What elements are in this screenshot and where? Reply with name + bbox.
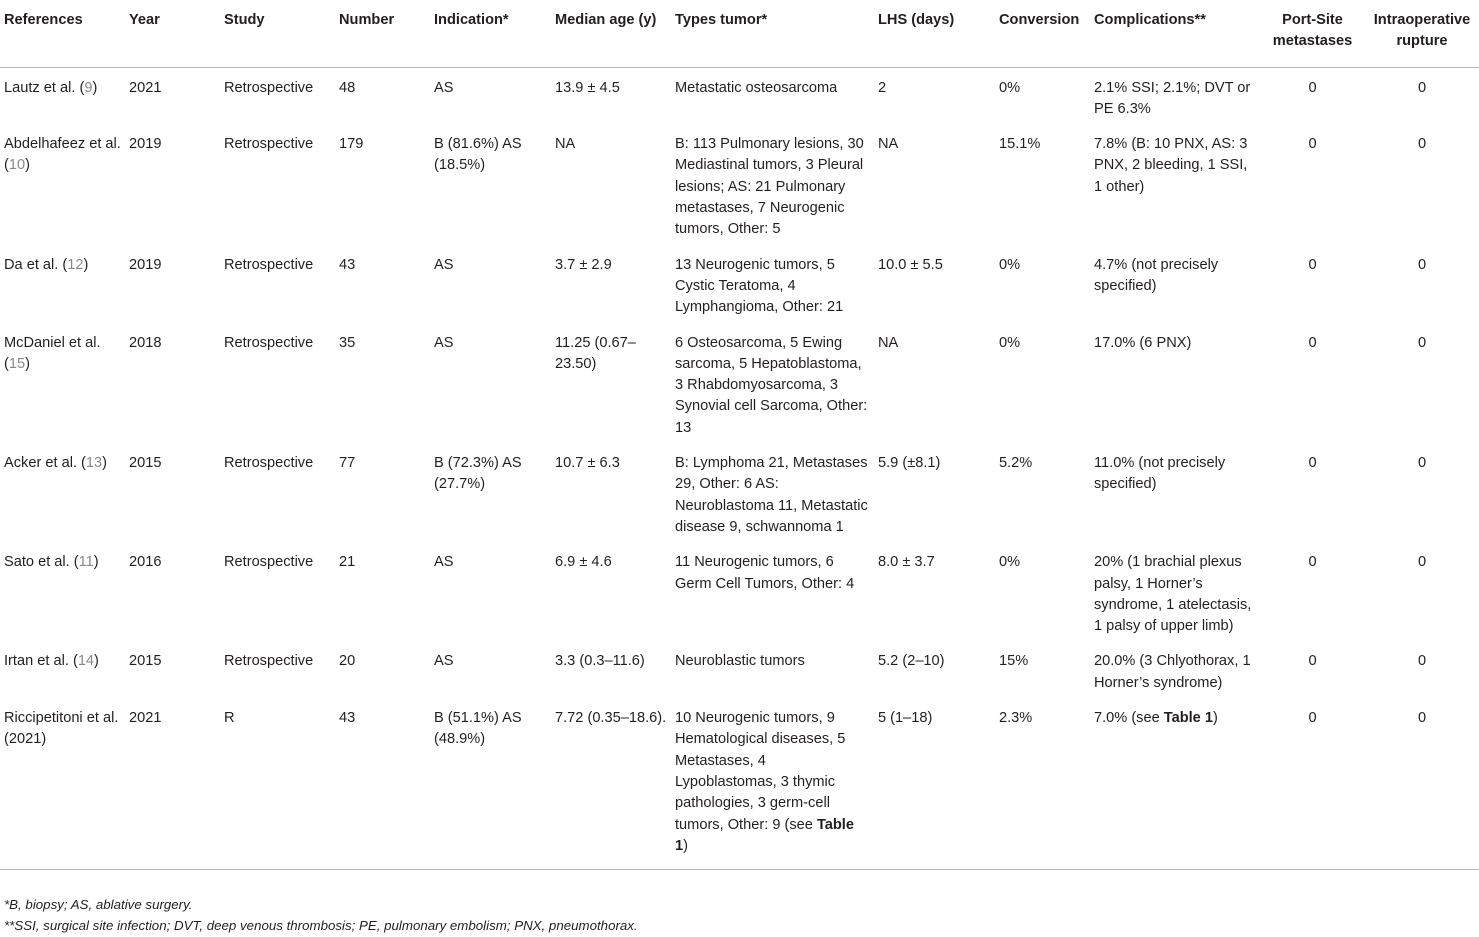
median-age-cell: 13.9 ± 4.5: [555, 79, 620, 96]
median-age-cell: 7.72 (0.35–18.6).: [551, 698, 671, 870]
table-row: [0, 443, 1479, 542]
cell-text: B (81.6%) AS (18.5%): [434, 136, 522, 174]
cell-text: Da et al. (: [4, 256, 68, 273]
year-cell: 2018: [129, 334, 162, 351]
port-site-cell: 0: [1260, 698, 1365, 870]
port-site-cell: 0: [1308, 653, 1317, 670]
table-row: [0, 641, 1479, 698]
study-cell: Retrospective: [224, 136, 314, 153]
cell-text: AS: [434, 554, 454, 571]
column-header: Conversion: [995, 10, 1090, 67]
study-cell: Retrospective: [224, 79, 314, 96]
conversion-cell: 0%: [999, 554, 1021, 571]
lhs-cell: NA: [878, 136, 899, 153]
year-cell: 2019: [129, 256, 162, 273]
cell-text: AS: [434, 79, 454, 96]
tumor-types-cell: [671, 323, 874, 443]
lhs-cell: 8.0 ± 3.7: [878, 554, 935, 571]
cell-text: AS: [434, 653, 454, 670]
conversion-cell: 0%: [999, 256, 1021, 273]
tumor-types-cell: [671, 542, 874, 641]
cell-text: 13 Neurogenic tumors, 5 Cystic Teratoma, 4 Lymphangioma, Other: 21: [675, 256, 844, 316]
cell-text: 11.0% (not precisely specified): [1094, 455, 1226, 493]
cell-text: ): [93, 554, 99, 571]
port-site-cell: 0: [1308, 79, 1317, 96]
number-cell: 179: [339, 136, 364, 153]
cell-text: Sato et al. (: [4, 554, 79, 571]
complications-cell: [1090, 323, 1260, 443]
study-cell: R: [220, 698, 335, 870]
table-reference: Table 1: [1163, 710, 1213, 727]
median-age-cell: 10.7 ± 6.3: [555, 455, 620, 472]
column-header: Indication*: [430, 10, 551, 67]
reference-cell: [0, 698, 125, 870]
cell-text: ): [83, 256, 89, 273]
median-age-cell: 6.9 ± 4.6: [555, 554, 612, 571]
reference-cell: [0, 542, 125, 641]
citation-link: 13: [85, 455, 103, 472]
conversion-cell: 15%: [999, 653, 1029, 670]
number-cell: 43: [335, 698, 430, 870]
rupture-cell: 0: [1417, 256, 1427, 273]
conversion-cell: 5.2%: [999, 455, 1033, 472]
cell-text: Riccipetitoni et al. (2021): [4, 710, 119, 748]
table-row: [0, 542, 1479, 641]
column-header: LHS (days): [874, 10, 995, 67]
indication-cell: [430, 323, 551, 443]
rupture-cell: 0: [1417, 554, 1427, 571]
study-cell: Retrospective: [224, 256, 314, 273]
number-cell: 77: [339, 455, 356, 472]
footnote-abbreviations: *B, biopsy; AS, ablative surgery.: [4, 897, 193, 912]
footnote-complications: **SSI, surgical site infection; DVT, deep venous thrombosis; PE, pulmonary embolism; PNX, pneumothorax.: [4, 918, 638, 933]
indication-cell: [430, 443, 551, 542]
conversion-cell: 15.1%: [999, 136, 1041, 153]
table-body: [0, 67, 1479, 870]
column-header: References: [0, 10, 125, 67]
column-header: Complications**: [1090, 10, 1260, 67]
cell-text: ): [25, 355, 30, 372]
complications-cell: [1090, 698, 1260, 870]
median-age-cell: 3.7 ± 2.9: [555, 256, 612, 273]
study-cell: Retrospective: [224, 455, 314, 472]
cell-text: 2.1% SSI; 2.1%; DVT or PE 6.3%: [1094, 79, 1251, 117]
cell-text: 7.8% (B: 10 PNX, AS: 3 PNX, 2 bleeding, 1 SSI, 1 other): [1094, 136, 1248, 195]
rupture-cell: 0: [1417, 136, 1427, 153]
cell-text: B (51.1%) AS (48.9%): [434, 710, 522, 748]
tumor-types-cell: [671, 698, 874, 870]
number-cell: 20: [339, 653, 356, 670]
cell-text: 7.0% (see: [1094, 710, 1164, 727]
cell-text: Metastatic osteosarcoma: [675, 79, 838, 96]
tumor-types-cell: [671, 443, 874, 542]
citation-link: 14: [77, 653, 95, 670]
year-cell: 2021: [129, 79, 162, 96]
citation-link: 12: [67, 256, 84, 273]
cell-text: AS: [434, 334, 454, 351]
cell-text: 20.0% (3 Chlyothorax, 1 Horner’s syndrome): [1094, 653, 1251, 691]
complications-cell: [1090, 245, 1260, 323]
port-site-cell: 0: [1308, 256, 1317, 273]
cell-text: B: Lymphoma 21, Metastases 29, Other: 6 AS: Neuroblastoma 11, Metastatic disease 9, schwannoma 1: [675, 455, 868, 535]
complications-cell: [1090, 443, 1260, 542]
port-site-cell: 0: [1308, 554, 1317, 571]
reference-cell: [0, 245, 125, 323]
cell-text: 10 Neurogenic tumors, 9 Hematological diseases, 5 Metastases, 4 Lypoblastomas, 3 thymic pathologies, 3 germ-cell tumors, Other: 9 (see: [675, 710, 846, 833]
tumor-types-cell: [671, 124, 874, 244]
rupture-cell: 0: [1417, 455, 1427, 472]
table-reference: Table 1: [675, 816, 854, 854]
cell-text: Acker et al. (: [4, 455, 86, 472]
rupture-cell: 0: [1417, 79, 1427, 96]
citation-link: 9: [84, 79, 93, 96]
complications-cell: [1090, 124, 1260, 244]
cell-text: Neuroblastic tumors: [675, 653, 805, 670]
study-cell: Retrospective: [224, 554, 314, 571]
rupture-cell: 0: [1365, 698, 1479, 870]
conversion-cell: 0%: [999, 79, 1021, 96]
cell-text: 17.0% (6 PNX): [1094, 334, 1192, 351]
cell-text: McDaniel et al. (: [4, 334, 101, 372]
reference-cell: [0, 124, 125, 244]
median-age-cell: NA: [555, 136, 576, 153]
cell-text: ): [683, 837, 688, 854]
tumor-types-cell: [671, 67, 874, 124]
cell-text: 4.7% (not precisely specified): [1094, 256, 1219, 294]
indication-cell: [430, 67, 551, 124]
lhs-cell: 10.0 ± 5.5: [878, 256, 943, 273]
lhs-cell: 5.9 (±8.1): [878, 455, 941, 472]
lhs-cell: 5.2 (2–10): [878, 653, 945, 670]
port-site-cell: 0: [1308, 136, 1317, 153]
comparison-table: [0, 10, 1479, 870]
complications-cell: [1090, 641, 1260, 698]
column-header: Study: [220, 10, 335, 67]
reference-cell: [0, 443, 125, 542]
cell-text: ): [94, 653, 99, 670]
cell-text: AS: [434, 256, 454, 273]
indication-cell: [430, 124, 551, 244]
table-row: [0, 698, 1479, 870]
rupture-cell: 0: [1417, 653, 1427, 670]
indication-cell: [430, 698, 551, 870]
number-cell: 43: [339, 256, 356, 273]
year-cell: 2015: [129, 653, 162, 670]
column-header: Types tumor*: [671, 10, 874, 67]
lhs-cell: 2: [878, 79, 887, 96]
cell-text: ): [1212, 710, 1218, 727]
indication-cell: [430, 245, 551, 323]
citation-link: 11: [78, 554, 94, 571]
median-age-cell: 3.3 (0.3–11.6): [555, 653, 645, 670]
indication-cell: [430, 542, 551, 641]
complications-cell: [1090, 67, 1260, 124]
column-header: Median age (y): [551, 10, 671, 67]
table-header-row: [0, 10, 1479, 67]
citation-link: 10: [8, 157, 26, 174]
table-row: [0, 323, 1479, 443]
study-cell: Retrospective: [224, 653, 314, 670]
year-cell: 2021: [125, 698, 220, 870]
rupture-cell: 0: [1417, 334, 1427, 351]
year-cell: 2019: [129, 136, 162, 153]
tumor-types-cell: [671, 245, 874, 323]
number-cell: 21: [339, 554, 356, 571]
column-header: Intraoperative rupture: [1365, 10, 1479, 67]
tumor-types-cell: [671, 641, 874, 698]
column-header: Port-Site metastases: [1260, 10, 1365, 67]
indication-cell: [430, 641, 551, 698]
cell-text: ): [92, 79, 98, 96]
table-row: [0, 67, 1479, 124]
study-cell: Retrospective: [224, 334, 314, 351]
column-header: Number: [335, 10, 430, 67]
lhs-cell: 5 (1–18): [874, 698, 995, 870]
complications-cell: [1090, 542, 1260, 641]
lhs-cell: NA: [878, 334, 899, 351]
reference-cell: [0, 641, 125, 698]
cell-text: 11 Neurogenic tumors, 6 Germ Cell Tumors, Other: 4: [675, 554, 855, 592]
cell-text: Abdelhafeez et al. (: [4, 136, 121, 174]
table-row: [0, 245, 1479, 323]
cell-text: Lautz et al. (: [4, 79, 85, 96]
cell-text: Irtan et al. (: [4, 653, 78, 670]
reference-cell: [0, 67, 125, 124]
cell-text: B (72.3%) AS (27.7%): [434, 455, 522, 493]
column-header: Year: [125, 10, 220, 67]
reference-cell: [0, 323, 125, 443]
port-site-cell: 0: [1308, 334, 1317, 351]
median-age-cell: 11.25 (0.67–23.50): [555, 334, 636, 372]
conversion-cell: 0%: [999, 334, 1021, 351]
number-cell: 35: [339, 334, 356, 351]
year-cell: 2016: [129, 554, 162, 571]
citation-link: 15: [8, 355, 26, 372]
number-cell: 48: [339, 79, 356, 96]
year-cell: 2015: [129, 455, 162, 472]
cell-text: ): [102, 455, 108, 472]
table-row: [0, 124, 1479, 244]
cell-text: 20% (1 brachial plexus palsy, 1 Horner’s syndrome, 1 atelectasis, 1 palsy of upper limb): [1094, 554, 1252, 635]
footnotes: [4, 894, 638, 936]
port-site-cell: 0: [1308, 455, 1317, 472]
cell-text: 6 Osteosarcoma, 5 Ewing sarcoma, 5 Hepatoblastoma, 3 Rhabdomyosarcoma, 3 Synovial cell Sarcoma, Other: 13: [675, 334, 868, 436]
cell-text: B: 113 Pulmonary lesions, 30 Mediastinal tumors, 3 Pleural lesions; AS: 21 Pulmonary metastases, 7 Neurogenic tumors, Other: 5: [675, 136, 864, 238]
cell-text: ): [25, 157, 30, 174]
conversion-cell: 2.3%: [995, 698, 1090, 870]
